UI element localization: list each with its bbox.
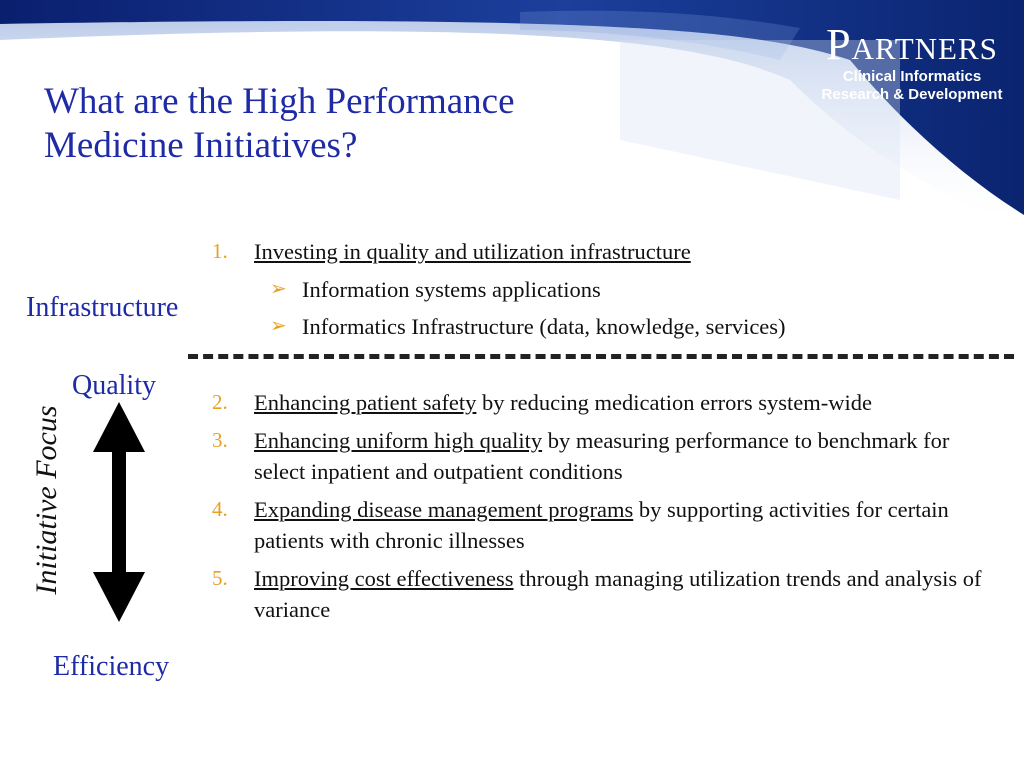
infrastructure-label: Infrastructure bbox=[26, 292, 179, 323]
efficiency-label: Efficiency bbox=[53, 651, 170, 682]
logo-subtitle-line2: Research & Development bbox=[821, 86, 1003, 103]
item-lead: Enhancing uniform high quality bbox=[254, 428, 543, 453]
item-number: 5. bbox=[212, 566, 228, 590]
item-lead: Improving cost effectiveness bbox=[254, 566, 514, 591]
item-number: 3. bbox=[212, 428, 228, 452]
item-rest: by reducing medication errors system-wide bbox=[476, 390, 872, 415]
item-number: 2. bbox=[212, 390, 228, 414]
sub-list-item bbox=[212, 308, 1002, 345]
list-item bbox=[212, 563, 1002, 625]
list-item bbox=[212, 494, 1002, 556]
partners-logo bbox=[812, 22, 1012, 104]
sub-item-text: Information systems applications bbox=[302, 277, 601, 302]
double-arrow-icon bbox=[93, 402, 145, 622]
item-number: 1. bbox=[212, 239, 228, 263]
item-rest: by measuring performance to benchmark for select inpatient and outpatient conditions bbox=[254, 428, 950, 484]
item-lead: Expanding disease management programs bbox=[254, 497, 634, 522]
item-rest: through managing utilization trends and analysis of variance bbox=[254, 566, 982, 622]
quality-label: Quality bbox=[72, 370, 156, 401]
logo-subtitle-line1: Clinical Informatics bbox=[842, 68, 982, 85]
sub-list-item bbox=[212, 271, 1002, 308]
focus-list bbox=[212, 387, 1002, 632]
slide-title bbox=[44, 80, 664, 168]
infrastructure-list bbox=[212, 236, 1002, 345]
arrow-bullet-icon: ➢ bbox=[270, 278, 287, 300]
list-item bbox=[212, 425, 1002, 487]
arrow-bullet-icon: ➢ bbox=[270, 315, 287, 337]
initiative-focus-label: Initiative Focus bbox=[30, 405, 63, 595]
item-lead: Enhancing patient safety bbox=[254, 390, 477, 415]
section-divider bbox=[188, 354, 1014, 359]
sub-item-text: Informatics Infrastructure (data, knowledge, services) bbox=[302, 314, 786, 339]
item-number: 4. bbox=[212, 497, 228, 521]
slide-title-line2: Medicine Initiatives? bbox=[44, 125, 358, 166]
item-lead: Investing in quality and utilization infrastructure bbox=[254, 239, 691, 264]
item-rest: by supporting activities for certain patients with chronic illnesses bbox=[254, 497, 949, 553]
list-item bbox=[212, 236, 1002, 267]
list-item bbox=[212, 387, 1002, 418]
logo-wordmark: Partners bbox=[826, 20, 998, 69]
slide-title-line1: What are the High Performance bbox=[44, 81, 515, 122]
